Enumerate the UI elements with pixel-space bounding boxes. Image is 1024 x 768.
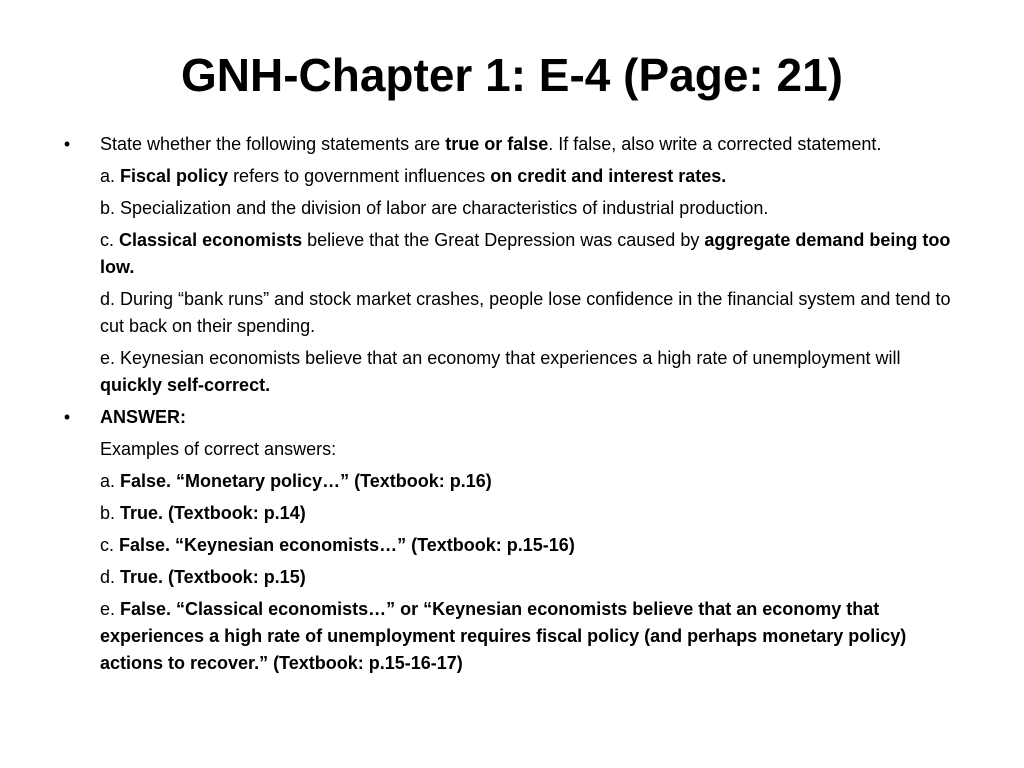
statement-c: c. Classical economists believe that the Great Depression was caused by aggregate demand being too low. bbox=[100, 230, 951, 277]
answer-a: a. False. “Monetary policy…” (Textbook: p.16) bbox=[100, 471, 492, 491]
answer-bullet bbox=[60, 404, 960, 431]
slide-title: GNH-Chapter 1: E-4 (Page: 21) bbox=[180, 49, 843, 101]
statement-b: b. Specialization and the division of labor are characteristics of industrial production. bbox=[100, 198, 769, 218]
answer-b: b. True. (Textbook: p.14) bbox=[100, 503, 306, 523]
answer-c: c. False. “Keynesian economists…” (Textbook: p.15-16) bbox=[100, 535, 575, 555]
question-bullet bbox=[60, 131, 960, 158]
bullet-icon: • bbox=[63, 134, 71, 154]
answer-d: d. True. (Textbook: p.15) bbox=[100, 567, 306, 587]
answer-examples: Examples of correct answers: bbox=[100, 439, 337, 459]
answer-e: e. False. “Classical economists…” or “Keynesian economists believe that an economy that experiences a high rate of unemployment requires fiscal policy (and perhaps monetary policy) actions to recover.” (Textbook: p.15-16-17) bbox=[100, 599, 907, 673]
question-intro: State whether the following statements are true or false. If false, also write a corrected statement. bbox=[100, 134, 882, 154]
statement-a: a. Fiscal policy refers to government influences on credit and interest rates. bbox=[100, 166, 727, 186]
statement-e: e. Keynesian economists believe that an economy that experiences a high rate of unemployment will quickly self-correct. bbox=[100, 348, 901, 395]
bullet-icon: • bbox=[63, 407, 71, 427]
slide-body bbox=[60, 131, 960, 682]
statement-d: d. During “bank runs” and stock market crashes, people lose confidence in the financial system and tend to cut back on their spending. bbox=[100, 289, 951, 336]
answer-heading: ANSWER: bbox=[100, 407, 186, 427]
